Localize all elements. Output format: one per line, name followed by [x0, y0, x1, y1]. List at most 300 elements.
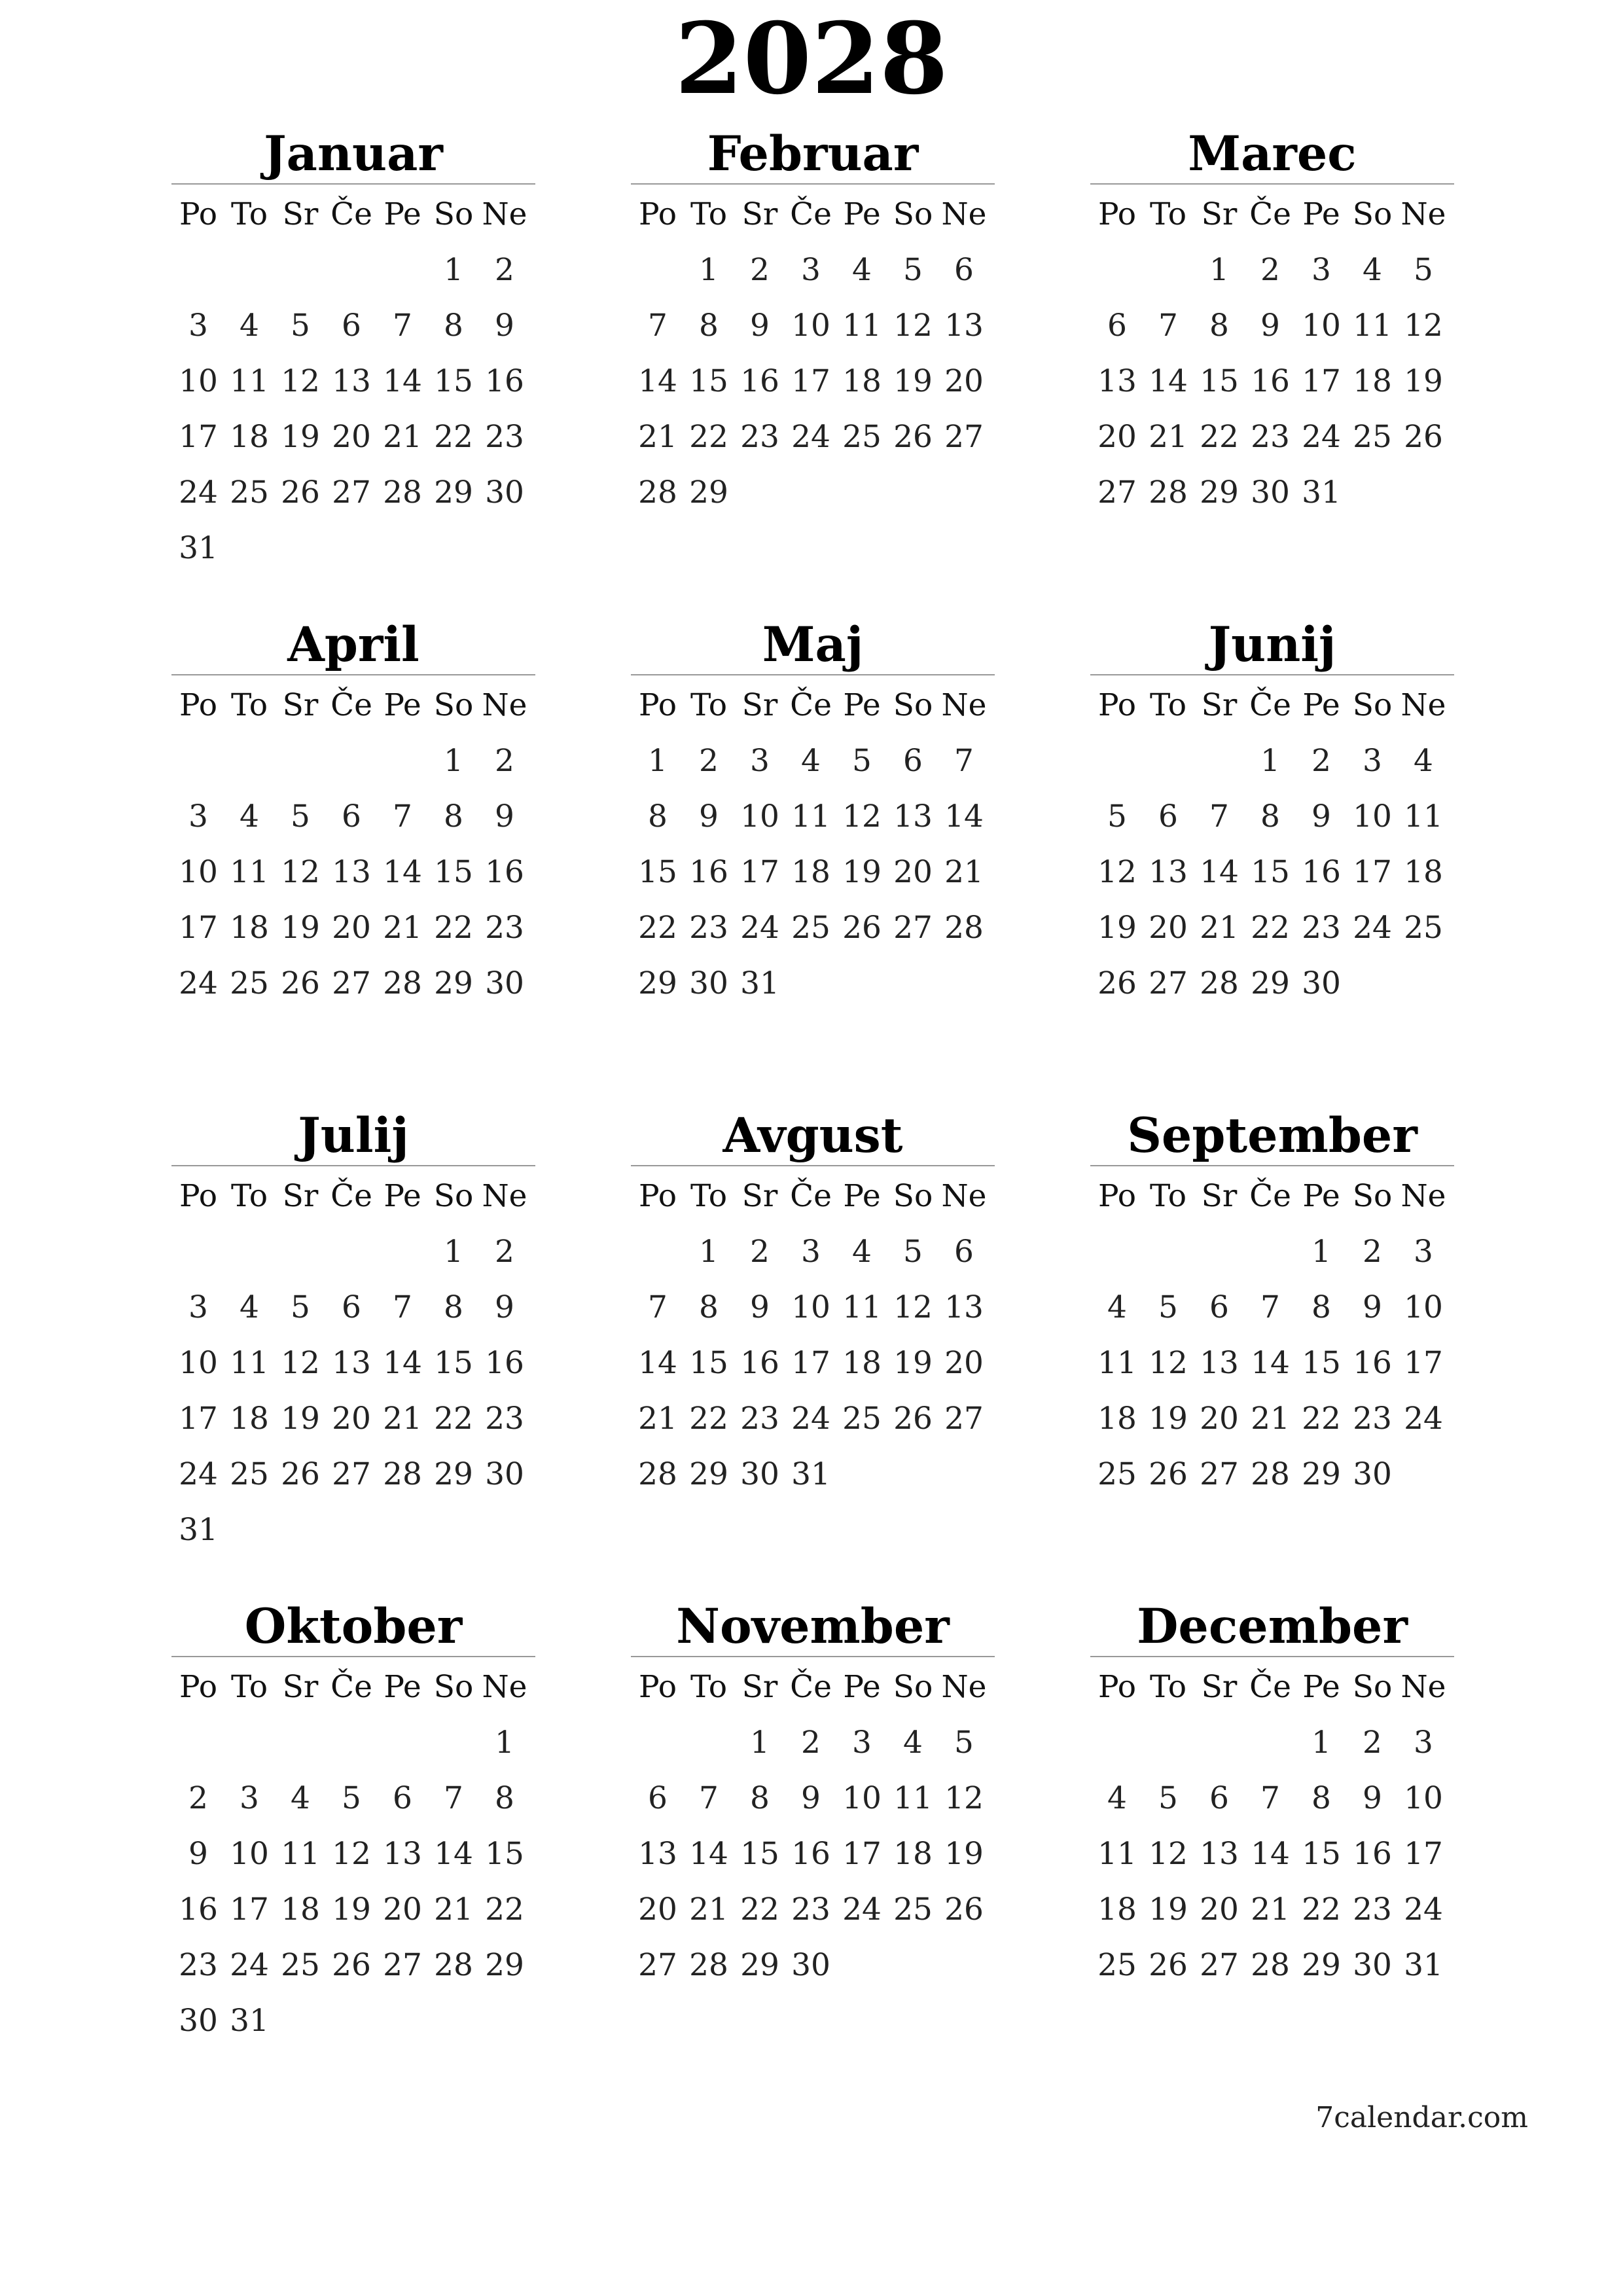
weekday-header: Ne [1400, 196, 1446, 232]
weekday-header: Ne [1400, 1178, 1446, 1214]
weekday-header: Po [1097, 1669, 1136, 1705]
day-cell: 23 [740, 419, 779, 455]
empty-cell [377, 244, 428, 300]
day-cell: 23 [689, 910, 728, 946]
month-name: Julij [171, 1106, 535, 1166]
month-oktober [171, 1597, 535, 2051]
day-cell: 5 [342, 1780, 361, 1816]
empty-cell [224, 1226, 275, 1282]
day-cell: 1 [648, 743, 668, 779]
day-cell: 12 [1149, 1836, 1188, 1872]
day-cell: 24 [791, 419, 830, 455]
day-cell: 19 [281, 910, 320, 946]
day-cell: 9 [801, 1780, 821, 1816]
empty-cell [632, 1717, 683, 1772]
weekday-header: Če [1249, 1178, 1291, 1214]
day-cell: 18 [281, 1892, 320, 1928]
day-cell: 3 [1414, 1725, 1433, 1761]
weekday-header: Pe [843, 687, 881, 723]
day-cell: 27 [1200, 1947, 1239, 1983]
day-cell: 6 [342, 1289, 361, 1325]
day-cell: 21 [383, 419, 422, 455]
day-cell: 20 [332, 910, 371, 946]
day-cell: 2 [750, 1234, 770, 1270]
weekday-header: Če [790, 196, 832, 232]
day-cell: 28 [1251, 1947, 1290, 1983]
day-cell: 31 [179, 1512, 218, 1548]
day-cell: 23 [179, 1947, 218, 1983]
day-cell: 15 [434, 854, 473, 890]
day-cell: 4 [1363, 252, 1382, 288]
empty-cell [683, 1717, 734, 1772]
day-cell: 23 [1353, 1401, 1392, 1437]
weekday-header: So [893, 1669, 933, 1705]
weekday-header: Po [638, 1669, 677, 1705]
day-cell: 5 [903, 252, 923, 288]
day-cell: 18 [230, 1401, 269, 1437]
day-cell: 9 [1363, 1289, 1382, 1325]
day-cell: 12 [1149, 1345, 1188, 1381]
empty-cell [1092, 1226, 1143, 1282]
weekday-header: Po [1097, 1178, 1136, 1214]
day-cell: 29 [434, 1456, 473, 1492]
weekday-header: Sr [282, 196, 319, 232]
day-cell: 27 [1097, 475, 1137, 511]
day-cell: 5 [954, 1725, 974, 1761]
month-name: December [1090, 1597, 1454, 1657]
month-days-grid [1092, 1170, 1454, 1504]
day-cell: 25 [230, 1456, 269, 1492]
day-cell: 6 [1209, 1780, 1229, 1816]
day-cell: 9 [1260, 308, 1280, 344]
day-cell: 24 [230, 1947, 269, 1983]
weekday-header: To [231, 196, 268, 232]
day-cell: 30 [1251, 475, 1290, 511]
empty-cell [173, 735, 224, 791]
day-cell: 20 [944, 1345, 984, 1381]
weekday-header: Sr [1201, 1669, 1238, 1705]
day-cell: 22 [689, 419, 728, 455]
weekday-header: So [433, 1178, 474, 1214]
day-cell: 2 [495, 743, 514, 779]
weekday-header: Sr [741, 196, 778, 232]
month-februar [631, 124, 995, 522]
day-cell: 4 [1414, 743, 1433, 779]
day-cell: 20 [893, 854, 933, 890]
day-cell: 17 [179, 910, 218, 946]
day-cell: 17 [740, 854, 779, 890]
day-cell: 21 [689, 1892, 728, 1928]
day-cell: 28 [638, 475, 677, 511]
day-cell: 24 [740, 910, 779, 946]
day-cell: 7 [954, 743, 974, 779]
day-cell: 28 [689, 1947, 728, 1983]
day-cell: 14 [638, 363, 677, 399]
empty-cell [1194, 735, 1245, 791]
day-cell: 18 [893, 1836, 933, 1872]
day-cell: 27 [332, 475, 371, 511]
day-cell: 29 [689, 475, 728, 511]
footer-website: 7calendar.com [1315, 2101, 1528, 2134]
month-days-grid [632, 679, 995, 1013]
day-cell: 18 [230, 910, 269, 946]
day-cell: 3 [1311, 252, 1331, 288]
day-cell: 20 [383, 1892, 422, 1928]
weekday-header: So [1352, 196, 1393, 232]
day-cell: 23 [485, 910, 524, 946]
weekday-header: Sr [741, 687, 778, 723]
day-cell: 6 [648, 1780, 668, 1816]
day-cell: 6 [1158, 798, 1178, 834]
day-cell: 18 [1097, 1892, 1137, 1928]
month-days-grid [632, 1661, 995, 1995]
weekday-header: Sr [282, 687, 319, 723]
day-cell: 9 [495, 308, 514, 344]
empty-cell [173, 244, 224, 300]
day-cell: 3 [750, 743, 770, 779]
day-cell: 18 [842, 363, 882, 399]
day-cell: 26 [1404, 419, 1443, 455]
year-title: 2028 [675, 1, 948, 117]
day-cell: 5 [1158, 1289, 1178, 1325]
month-days-grid [632, 1170, 995, 1504]
month-name: Marec [1090, 124, 1454, 185]
weekday-header: Sr [741, 1669, 778, 1705]
day-cell: 10 [842, 1780, 882, 1816]
day-cell: 23 [1353, 1892, 1392, 1928]
empty-cell [1245, 1717, 1296, 1772]
day-cell: 25 [842, 419, 882, 455]
empty-cell [326, 244, 377, 300]
day-cell: 5 [1414, 252, 1433, 288]
weekday-header: Po [638, 1178, 677, 1214]
weekday-header: Po [179, 687, 217, 723]
weekday-header: Ne [941, 687, 987, 723]
day-cell: 7 [699, 1780, 719, 1816]
day-cell: 25 [1097, 1456, 1137, 1492]
day-cell: 12 [281, 363, 320, 399]
day-cell: 26 [1097, 965, 1137, 1001]
day-cell: 25 [1353, 419, 1392, 455]
weekday-header: Ne [482, 1669, 527, 1705]
day-cell: 23 [1302, 910, 1341, 946]
day-cell: 3 [1414, 1234, 1433, 1270]
day-cell: 28 [383, 475, 422, 511]
day-cell: 22 [434, 419, 473, 455]
day-cell: 31 [1302, 475, 1341, 511]
empty-cell [1092, 244, 1143, 300]
month-september [1090, 1106, 1454, 1504]
day-cell: 17 [1302, 363, 1341, 399]
weekday-header: Če [1249, 1669, 1291, 1705]
day-cell: 18 [230, 419, 269, 455]
day-cell: 15 [638, 854, 677, 890]
empty-cell [275, 244, 326, 300]
day-cell: 13 [1200, 1836, 1239, 1872]
day-cell: 7 [648, 308, 668, 344]
day-cell: 30 [485, 965, 524, 1001]
day-cell: 21 [1149, 419, 1188, 455]
month-days-grid [1092, 679, 1454, 1013]
weekday-header: Pe [383, 687, 421, 723]
day-cell: 29 [1302, 1456, 1341, 1492]
day-cell: 19 [842, 854, 882, 890]
day-cell: 25 [230, 965, 269, 1001]
day-cell: 15 [1200, 363, 1239, 399]
day-cell: 9 [1311, 798, 1331, 834]
day-cell: 1 [444, 1234, 463, 1270]
day-cell: 15 [1302, 1345, 1341, 1381]
day-cell: 29 [689, 1456, 728, 1492]
day-cell: 18 [1097, 1401, 1137, 1437]
day-cell: 11 [791, 798, 830, 834]
day-cell: 11 [281, 1836, 320, 1872]
day-cell: 2 [801, 1725, 821, 1761]
day-cell: 4 [240, 798, 259, 834]
weekday-header: Če [790, 687, 832, 723]
day-cell: 2 [1311, 743, 1331, 779]
day-cell: 21 [944, 854, 984, 890]
month-days-grid [173, 1661, 535, 2051]
month-marec [1090, 124, 1454, 522]
day-cell: 27 [944, 419, 984, 455]
empty-cell [1194, 1226, 1245, 1282]
day-cell: 1 [699, 1234, 719, 1270]
day-cell: 8 [699, 308, 719, 344]
day-cell: 6 [954, 252, 974, 288]
weekday-header: Po [179, 1669, 217, 1705]
weekday-header: So [433, 687, 474, 723]
day-cell: 29 [434, 475, 473, 511]
day-cell: 22 [434, 1401, 473, 1437]
day-cell: 9 [188, 1836, 208, 1872]
day-cell: 3 [801, 1234, 821, 1270]
month-junij [1090, 615, 1454, 1013]
day-cell: 28 [1251, 1456, 1290, 1492]
month-name: Oktober [171, 1597, 535, 1657]
day-cell: 8 [648, 798, 668, 834]
day-cell: 10 [1302, 308, 1341, 344]
day-cell: 26 [281, 475, 320, 511]
day-cell: 24 [1353, 910, 1392, 946]
day-cell: 2 [750, 252, 770, 288]
empty-cell [224, 244, 275, 300]
month-maj [631, 615, 995, 1013]
day-cell: 31 [230, 2003, 269, 2039]
day-cell: 29 [740, 1947, 779, 1983]
month-name: Februar [631, 124, 995, 185]
day-cell: 24 [791, 1401, 830, 1437]
day-cell: 23 [485, 419, 524, 455]
day-cell: 20 [1149, 910, 1188, 946]
day-cell: 23 [791, 1892, 830, 1928]
day-cell: 2 [699, 743, 719, 779]
day-cell: 16 [740, 1345, 779, 1381]
day-cell: 17 [179, 1401, 218, 1437]
weekday-header: Po [1097, 196, 1136, 232]
day-cell: 31 [740, 965, 779, 1001]
day-cell: 9 [495, 798, 514, 834]
day-cell: 30 [1353, 1947, 1392, 1983]
day-cell: 3 [188, 798, 208, 834]
day-cell: 1 [495, 1725, 514, 1761]
day-cell: 18 [1353, 363, 1392, 399]
day-cell: 28 [434, 1947, 473, 1983]
day-cell: 10 [1404, 1289, 1443, 1325]
day-cell: 28 [1200, 965, 1239, 1001]
day-cell: 21 [383, 910, 422, 946]
day-cell: 16 [485, 1345, 524, 1381]
day-cell: 2 [495, 252, 514, 288]
day-cell: 2 [188, 1780, 208, 1816]
day-cell: 26 [842, 910, 882, 946]
day-cell: 19 [281, 1401, 320, 1437]
day-cell: 4 [903, 1725, 923, 1761]
day-cell: 6 [342, 308, 361, 344]
month-april [171, 615, 535, 1013]
day-cell: 10 [179, 854, 218, 890]
empty-cell [173, 1226, 224, 1282]
day-cell: 1 [1311, 1234, 1331, 1270]
day-cell: 26 [1149, 1947, 1188, 1983]
day-cell: 16 [485, 854, 524, 890]
day-cell: 6 [393, 1780, 412, 1816]
day-cell: 30 [1302, 965, 1341, 1001]
day-cell: 27 [1149, 965, 1188, 1001]
day-cell: 14 [383, 1345, 422, 1381]
day-cell: 24 [1302, 419, 1341, 455]
day-cell: 13 [383, 1836, 422, 1872]
day-cell: 12 [1404, 308, 1443, 344]
day-cell: 8 [750, 1780, 770, 1816]
empty-cell [632, 1226, 683, 1282]
empty-cell [326, 735, 377, 791]
day-cell: 12 [281, 854, 320, 890]
day-cell: 14 [1149, 363, 1188, 399]
empty-cell [1092, 1717, 1143, 1772]
weekday-header: Če [330, 196, 372, 232]
day-cell: 1 [750, 1725, 770, 1761]
day-cell: 27 [893, 910, 933, 946]
empty-cell [1245, 1226, 1296, 1282]
weekday-header: Po [179, 1178, 217, 1214]
weekday-header: Pe [1302, 1178, 1340, 1214]
day-cell: 10 [1404, 1780, 1443, 1816]
day-cell: 17 [230, 1892, 269, 1928]
day-cell: 18 [1404, 854, 1443, 890]
day-cell: 30 [689, 965, 728, 1001]
day-cell: 10 [179, 1345, 218, 1381]
day-cell: 12 [944, 1780, 984, 1816]
weekday-header: Ne [941, 196, 987, 232]
empty-cell [428, 1717, 479, 1772]
empty-cell [1194, 1717, 1245, 1772]
day-cell: 12 [893, 1289, 933, 1325]
day-cell: 2 [1363, 1234, 1382, 1270]
day-cell: 13 [1149, 854, 1188, 890]
day-cell: 10 [791, 308, 830, 344]
weekday-header: Sr [282, 1178, 319, 1214]
day-cell: 22 [1200, 419, 1239, 455]
day-cell: 22 [434, 910, 473, 946]
day-cell: 16 [689, 854, 728, 890]
month-days-grid [173, 188, 535, 578]
day-cell: 22 [689, 1401, 728, 1437]
day-cell: 6 [1107, 308, 1127, 344]
day-cell: 4 [852, 252, 872, 288]
empty-cell [1143, 244, 1194, 300]
weekday-header: To [690, 687, 727, 723]
empty-cell [1143, 735, 1194, 791]
weekday-header: Ne [941, 1669, 987, 1705]
day-cell: 20 [1200, 1401, 1239, 1437]
weekday-header: So [893, 196, 933, 232]
weekday-header: Če [790, 1178, 832, 1214]
day-cell: 11 [230, 854, 269, 890]
day-cell: 8 [1311, 1780, 1331, 1816]
day-cell: 17 [842, 1836, 882, 1872]
weekday-header: Pe [383, 1669, 421, 1705]
day-cell: 3 [188, 308, 208, 344]
weekday-header: To [231, 1669, 268, 1705]
day-cell: 17 [1353, 854, 1392, 890]
weekday-header: Sr [1201, 196, 1238, 232]
day-cell: 12 [281, 1345, 320, 1381]
day-cell: 15 [434, 363, 473, 399]
day-cell: 21 [1200, 910, 1239, 946]
day-cell: 30 [791, 1947, 830, 1983]
empty-cell [173, 1717, 224, 1772]
month-days-grid [1092, 1661, 1454, 1995]
day-cell: 7 [393, 1289, 412, 1325]
day-cell: 29 [638, 965, 677, 1001]
weekday-header: Ne [941, 1178, 987, 1214]
month-name: April [171, 615, 535, 675]
day-cell: 22 [1251, 910, 1290, 946]
day-cell: 2 [1260, 252, 1280, 288]
day-cell: 16 [1302, 854, 1341, 890]
day-cell: 9 [699, 798, 719, 834]
day-cell: 25 [1404, 910, 1443, 946]
day-cell: 13 [332, 363, 371, 399]
day-cell: 11 [230, 363, 269, 399]
day-cell: 6 [954, 1234, 974, 1270]
day-cell: 24 [842, 1892, 882, 1928]
weekday-header: To [1150, 1669, 1186, 1705]
day-cell: 31 [179, 530, 218, 566]
day-cell: 30 [740, 1456, 779, 1492]
day-cell: 21 [638, 419, 677, 455]
weekday-header: Če [330, 1669, 372, 1705]
day-cell: 8 [444, 308, 463, 344]
day-cell: 26 [1149, 1456, 1188, 1492]
day-cell: 14 [638, 1345, 677, 1381]
month-avgust [631, 1106, 995, 1504]
day-cell: 16 [740, 363, 779, 399]
day-cell: 24 [1404, 1892, 1443, 1928]
empty-cell [224, 735, 275, 791]
day-cell: 12 [1097, 854, 1137, 890]
month-name: Maj [631, 615, 995, 675]
day-cell: 21 [1251, 1892, 1290, 1928]
weekday-header: Po [1097, 687, 1136, 723]
day-cell: 16 [179, 1892, 218, 1928]
day-cell: 6 [342, 798, 361, 834]
day-cell: 19 [332, 1892, 371, 1928]
day-cell: 27 [944, 1401, 984, 1437]
month-days-grid [1092, 188, 1454, 522]
day-cell: 30 [485, 1456, 524, 1492]
